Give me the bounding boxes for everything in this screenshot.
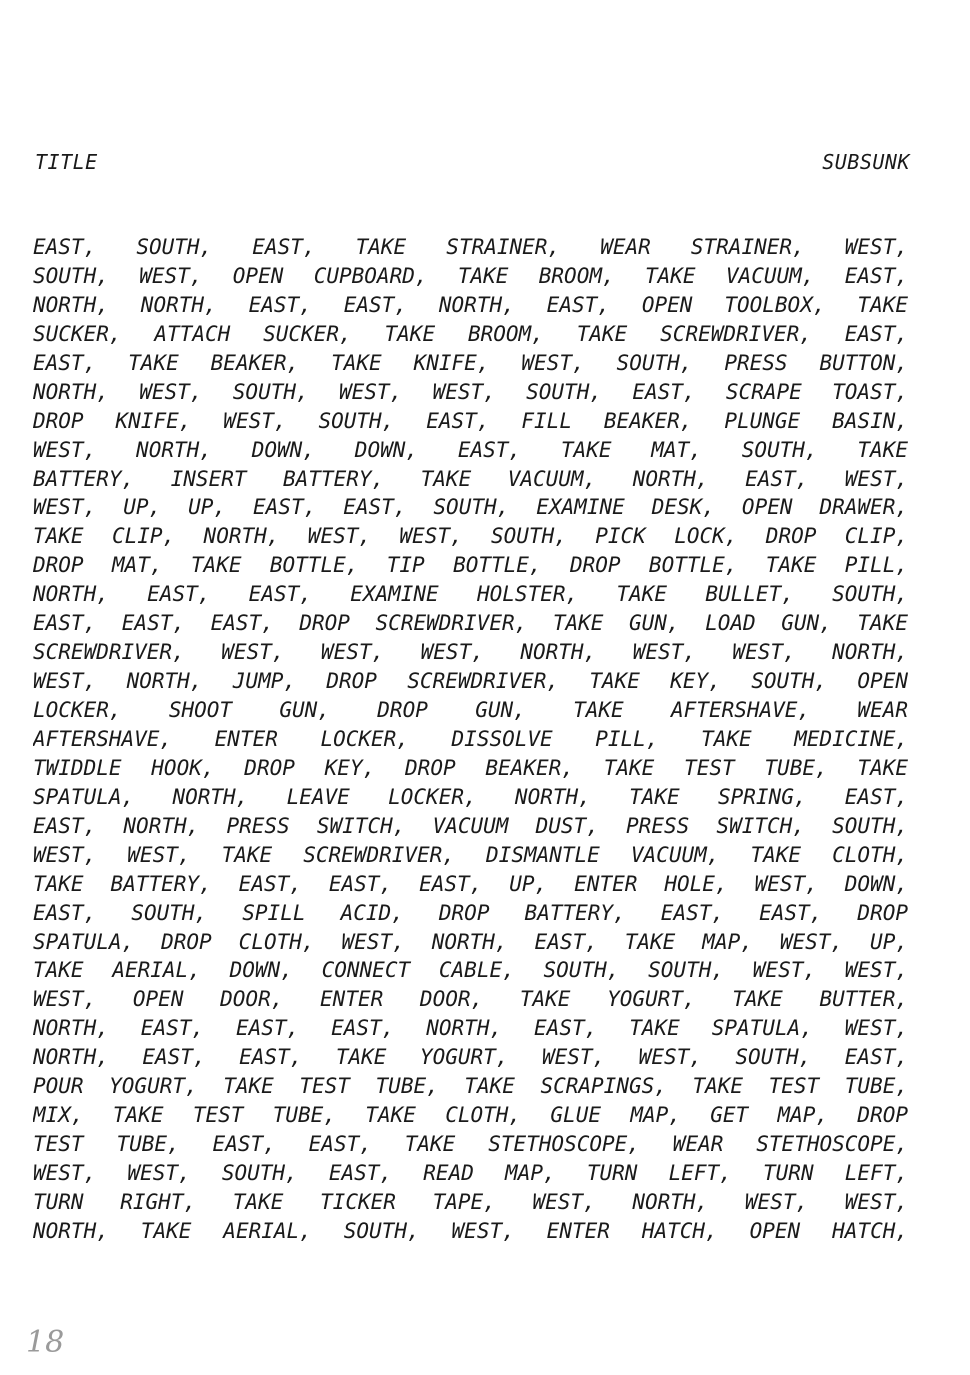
text-line: MIX, TAKE TEST TUBE, TAKE CLOTH, GLUE MAP, GET MAP, DROP bbox=[33, 1103, 908, 1128]
text-line: NORTH, EAST, EAST, EXAMINE HOLSTER, TAKE BULLET, SOUTH, bbox=[33, 582, 908, 607]
text-line: WEST, NORTH, DOWN, DOWN, EAST, TAKE MAT, SOUTH, TAKE bbox=[33, 437, 908, 462]
text-line: TEST TUBE, EAST, EAST, TAKE STETHOSCOPE, WEAR STETHOSCOPE, bbox=[33, 1132, 908, 1157]
text-line: WEST, UP, UP, EAST, EAST, SOUTH, EXAMINE DESK, OPEN DRAWER, bbox=[33, 495, 908, 520]
text-line: SPATULA, NORTH, LEAVE LOCKER, NORTH, TAKE SPRING, EAST, bbox=[33, 784, 908, 809]
text-line: EAST, EAST, EAST, DROP SCREWDRIVER, TAKE GUN, LOAD GUN, TAKE bbox=[33, 611, 908, 636]
page-number: 18 bbox=[26, 1325, 65, 1360]
page-header bbox=[35, 150, 910, 178]
text-line: TAKE CLIP, NORTH, WEST, WEST, SOUTH, PICK LOCK, DROP CLIP, bbox=[33, 524, 908, 549]
text-line: SPATULA, DROP CLOTH, WEST, NORTH, EAST, TAKE MAP, WEST, UP, bbox=[33, 929, 908, 954]
text-line: WEST, WEST, SOUTH, EAST, READ MAP, TURN LEFT, TURN LEFT, bbox=[33, 1161, 908, 1185]
text-line: WEST, NORTH, JUMP, DROP SCREWDRIVER, TAKE KEY, SOUTH, OPEN bbox=[33, 669, 908, 694]
text-line: NORTH, EAST, EAST, EAST, NORTH, EAST, TAKE SPATULA, WEST, bbox=[33, 1016, 908, 1041]
text-line: DROP MAT, TAKE BOTTLE, TIP BOTTLE, DROP BOTTLE, TAKE PILL, bbox=[33, 553, 908, 578]
text-line: EAST, TAKE BEAKER, TAKE KNIFE, WEST, SOUTH, PRESS BUTTON, bbox=[33, 350, 908, 375]
text-line: SOUTH, WEST, OPEN CUPBOARD, TAKE BROOM, TAKE VACUUM, EAST, bbox=[33, 263, 908, 288]
text-line: TAKE BATTERY, EAST, EAST, EAST, UP, ENTER HOLE, WEST, DOWN, bbox=[33, 871, 908, 896]
text-line: EAST, SOUTH, EAST, TAKE STRAINER, WEAR STRAINER, WEST, bbox=[33, 235, 908, 259]
text-line: LOCKER, SHOOT GUN, DROP GUN, TAKE AFTERSHAVE, WEAR bbox=[33, 698, 908, 722]
text-line: NORTH, TAKE AERIAL, SOUTH, WEST, ENTER HATCH, OPEN HATCH, bbox=[33, 1218, 908, 1243]
text-line: TAKE AERIAL, DOWN, CONNECT CABLE, SOUTH, SOUTH, WEST, WEST, bbox=[33, 958, 908, 983]
text-line: DROP KNIFE, WEST, SOUTH, EAST, FILL BEAKER, PLUNGE BASIN, bbox=[33, 408, 908, 433]
title-label: TITLE bbox=[35, 150, 98, 174]
text-line: EAST, NORTH, PRESS SWITCH, VACUUM DUST, PRESS SWITCH, SOUTH, bbox=[33, 813, 908, 838]
solution-text bbox=[33, 233, 908, 1246]
text-line: SCREWDRIVER, WEST, WEST, WEST, NORTH, WEST, WEST, NORTH, bbox=[33, 640, 908, 665]
game-title: SUBSUNK bbox=[822, 150, 910, 174]
text-line: TURN RIGHT, TAKE TICKER TAPE, WEST, NORTH, WEST, WEST, bbox=[33, 1189, 908, 1214]
text-line: AFTERSHAVE, ENTER LOCKER, DISSOLVE PILL, TAKE MEDICINE, bbox=[33, 726, 908, 751]
text-line: TWIDDLE HOOK, DROP KEY, DROP BEAKER, TAKE TEST TUBE, TAKE bbox=[33, 755, 908, 780]
text-line: NORTH, NORTH, EAST, EAST, NORTH, EAST, OPEN TOOLBOX, TAKE bbox=[33, 292, 908, 317]
text-line: NORTH, EAST, EAST, TAKE YOGURT, WEST, WEST, SOUTH, EAST, bbox=[33, 1045, 908, 1070]
text-line: WEST, OPEN DOOR, ENTER DOOR, TAKE YOGURT, TAKE BUTTER, bbox=[33, 987, 908, 1012]
text-line: WEST, WEST, TAKE SCREWDRIVER, DISMANTLE VACUUM, TAKE CLOTH, bbox=[33, 842, 908, 867]
text-line: NORTH, WEST, SOUTH, WEST, WEST, SOUTH, EAST, SCRAPE TOAST, bbox=[33, 379, 908, 404]
text-line: BATTERY, INSERT BATTERY, TAKE VACUUM, NORTH, EAST, WEST, bbox=[33, 466, 908, 491]
text-line: SUCKER, ATTACH SUCKER, TAKE BROOM, TAKE SCREWDRIVER, EAST, bbox=[33, 321, 908, 346]
text-line: EAST, SOUTH, SPILL ACID, DROP BATTERY, EAST, EAST, DROP bbox=[33, 900, 908, 925]
text-line: POUR YOGURT, TAKE TEST TUBE, TAKE SCRAPINGS, TAKE TEST TUBE, bbox=[33, 1074, 908, 1099]
